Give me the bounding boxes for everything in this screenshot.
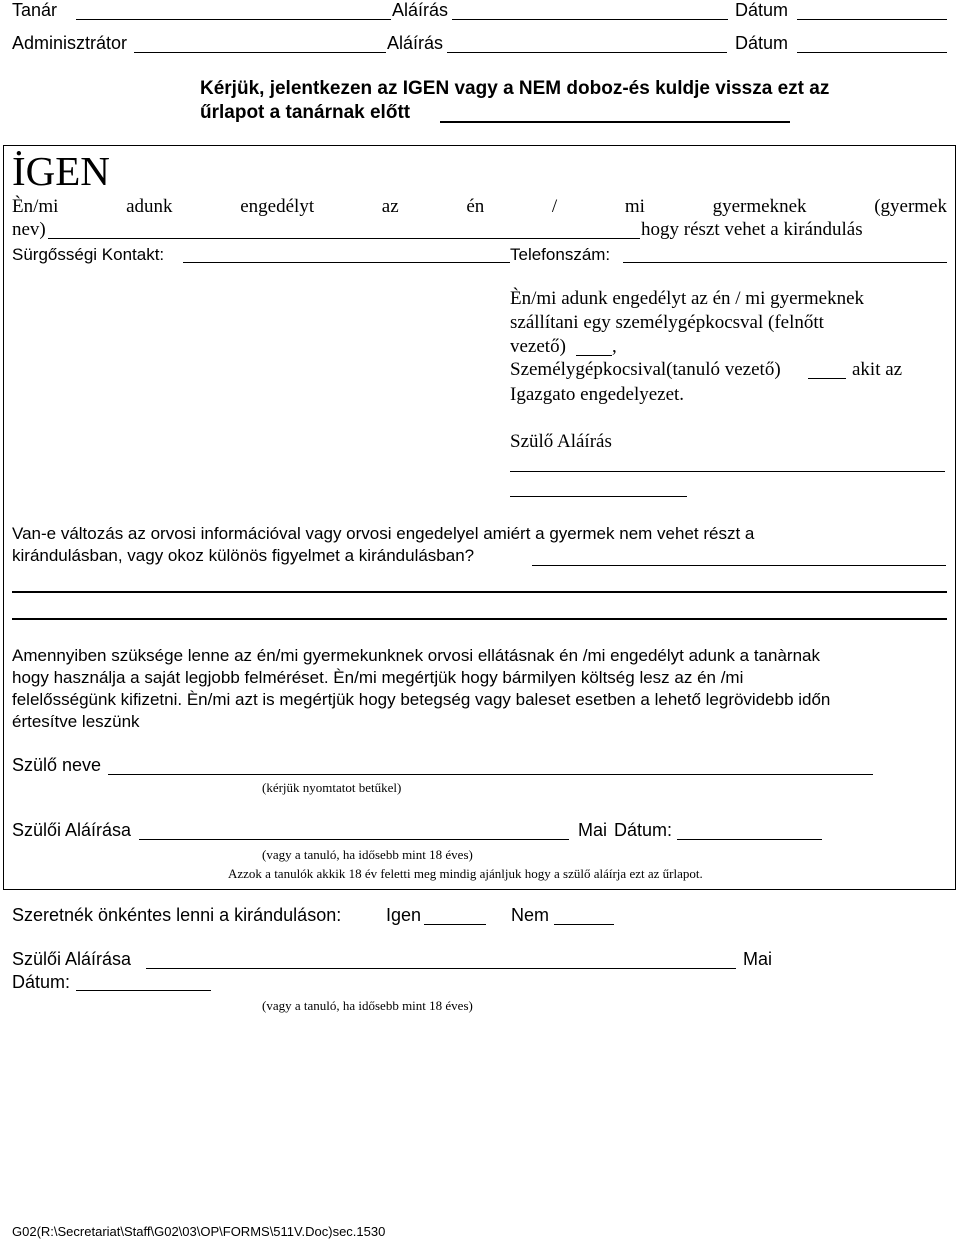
teacher-signature-label: Aláírás (392, 0, 449, 20)
parent-signature-field-line[interactable] (139, 839, 569, 840)
transport-line-4b: akit az (852, 359, 903, 380)
admin-date-line[interactable] (797, 52, 947, 53)
volunteer-no-label: Nem (511, 905, 550, 925)
consent-word: (gyermek (874, 196, 947, 217)
consent-word: én (466, 196, 485, 217)
consent-word: mi (624, 196, 645, 217)
volunteer-mai-label: Mai (743, 949, 773, 969)
admin-signature-line[interactable] (447, 52, 727, 53)
phone-label: Telefonszám: (510, 245, 611, 264)
transport-line-2: szállítani egy személygépkocsval (felnőtt (510, 312, 824, 333)
medical-answer-line-1[interactable] (532, 565, 946, 566)
teacher-name-line[interactable] (76, 19, 391, 20)
volunteer-date-line[interactable] (76, 990, 211, 991)
parent-signature-line-2[interactable] (510, 496, 687, 497)
igen-title: İGEN (12, 148, 110, 194)
consent-end: hogy részt vehet a kirándulás (641, 219, 863, 240)
parent-signature-label: Szülő Aláírás (510, 431, 612, 452)
volunteer-older-note: (vagy a tanuló, ha idősebb mint 18 éves) (262, 998, 473, 1013)
teacher-date-line[interactable] (797, 19, 947, 20)
teacher-signature-line[interactable] (452, 19, 728, 20)
instruction-line-underline (440, 121, 790, 123)
medical-question-line-1: Van-e változás az orvosi információval vagy orvosi engedelyel amiért a gyermek nem vehet részt a (12, 524, 755, 543)
admin-name-line[interactable] (134, 52, 386, 53)
emergency-contact-label: Sürgősségi Kontakt: (12, 245, 165, 264)
emergency-contact-line[interactable] (183, 262, 510, 263)
teacher-label: Tanár (12, 0, 58, 20)
volunteer-yes-line[interactable] (424, 924, 486, 925)
medical-question-line-2: kirándulásban, vagy okoz különös figyelmet a kirándulásban? (12, 546, 475, 565)
volunteer-signature-label: Szülői Aláírása (12, 949, 132, 969)
footer-path: G02(R:\Secretariat\Staff\G02\03\OP\FORMS\511V.Doc)sec.1530 (12, 1224, 386, 1239)
transport-line-3a: vezető) (510, 336, 566, 357)
volunteer-signature-line[interactable] (146, 968, 736, 969)
transport-line-4a: Személygépkocsival(tanuló vezető) (510, 359, 781, 380)
instruction-line-2: űrlapot a tanárnak előtt (200, 102, 411, 123)
volunteer-date-label: Dátum: (12, 972, 71, 992)
volunteer-yes-label: Igen (386, 905, 422, 925)
medical-consent-line-2: hogy használja a saját legjobb felméréset. Èn/mi megértjük hogy bármilyen költség lesz az én /mi (12, 668, 744, 687)
instruction-line-1: Kérjük, jelentkezen az IGEN vagy a NEM doboz-és kuldje vissza ezt az (200, 78, 830, 99)
adult-driver-line[interactable] (576, 355, 612, 356)
teacher-date-label: Dátum (735, 0, 789, 20)
phone-line[interactable] (623, 262, 947, 263)
volunteer-question: Szeretnék önkéntes lenni a kiránduláson: (12, 905, 342, 925)
child-name-line[interactable] (48, 238, 640, 239)
consent-nev: nev) (12, 219, 46, 240)
transport-line-1: Èn/mi adunk engedélyt az én / mi gyermeknek (510, 288, 865, 309)
admin-signature-label: Aláírás (387, 33, 444, 53)
parent-signature-field-label: Szülői Aláírása (12, 820, 132, 840)
consent-word: Èn/mi (12, 196, 59, 217)
parent-signature-line-1[interactable] (510, 471, 945, 472)
consent-word: gyermeknek (712, 196, 807, 217)
medical-consent-line-4: értesítve leszünk (12, 712, 140, 731)
parent-name-label: Szülő neve (12, 755, 102, 775)
parent-name-line[interactable] (108, 774, 873, 775)
recommend-note: Azzok a tanulók akkik 18 év feletti meg mindig ajánljuk hogy a szülő aláírja ezt az űrlapot. (228, 866, 703, 881)
older-note: (vagy a tanuló, ha idősebb mint 18 éves) (262, 847, 473, 862)
consent-word: / (551, 196, 558, 217)
consent-word: adunk (126, 196, 173, 217)
student-driver-line[interactable] (808, 378, 846, 379)
medical-consent-line-3: felelősségünk kifizetni. Èn/mi azt is megértjük hogy betegség vagy baleset esetben a lehető legrövidebb időn (12, 690, 831, 709)
print-note: (kérjük nyomtatot betűkel) (262, 780, 402, 795)
consent-word: az (381, 196, 399, 217)
admin-label: Adminisztrátor (12, 33, 128, 53)
transport-line-3b: , (612, 336, 617, 357)
medical-consent-line-1: Amennyiben szüksége lenne az én/mi gyermekunknek orvosi ellátásnak én /mi engedélyt adunk a tanàrnak (12, 646, 820, 665)
date-line[interactable] (677, 839, 822, 840)
consent-line-1 (12, 196, 947, 218)
consent-word: engedélyt (240, 196, 315, 217)
volunteer-no-line[interactable] (554, 924, 614, 925)
date-label: Dátum: (614, 820, 673, 840)
transport-line-5: Igazgato engedelyezet. (510, 384, 685, 405)
medical-answer-line-2[interactable] (12, 591, 947, 593)
mai-label: Mai (578, 820, 608, 840)
admin-date-label: Dátum (735, 33, 789, 53)
medical-answer-line-3[interactable] (12, 618, 947, 620)
